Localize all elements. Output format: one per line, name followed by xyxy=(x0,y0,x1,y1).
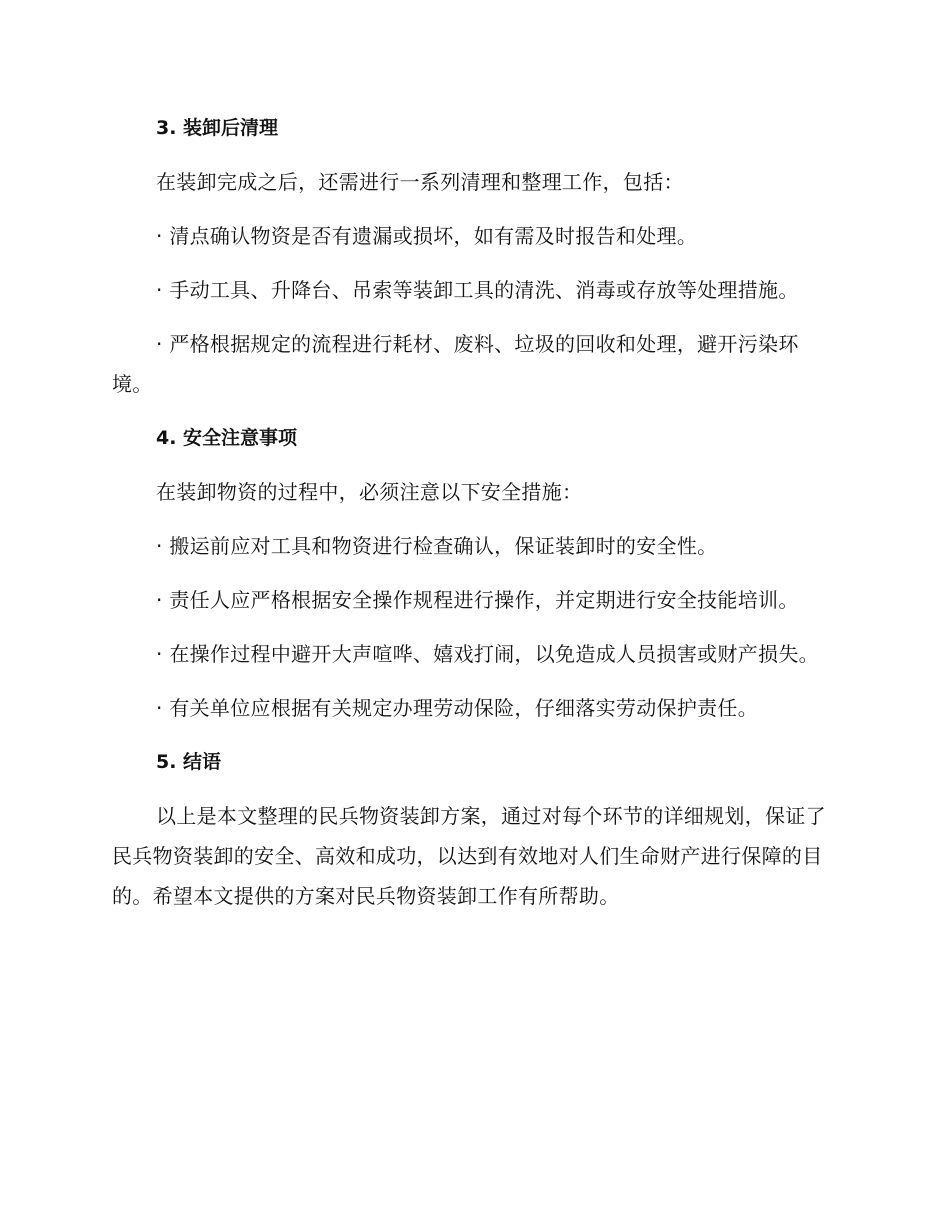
list-item: · 严格根据规定的流程进行耗材、废料、垃圾的回收和处理，避开污染环境。 xyxy=(112,332,799,396)
list-item: · 在操作过程中避开大声喧哗、嬉戏打闹，以免造成人员损害或财产损失。 xyxy=(156,642,819,666)
section-heading-safety: 4. 安全注意事项 xyxy=(156,427,298,449)
list-item: · 搬运前应对工具和物资进行检查确认，保证装卸时的安全性。 xyxy=(156,534,718,558)
section-intro-cleanup: 在装卸完成之后，还需进行一系列清理和整理工作，包括： xyxy=(156,170,684,194)
section-heading-conclusion: 5. 结语 xyxy=(156,751,222,773)
section-heading-cleanup: 3. 装卸后清理 xyxy=(156,117,279,139)
conclusion-paragraph: 以上是本文整理的民兵物资装卸方案，通过对每个环节的详细规划，保证了民兵物资装卸的安全、高效和成功，以达到有效地对人们生命财产进行保障的目的。希望本文提供的方案对民兵物资装卸工作有所帮助。 xyxy=(112,804,826,908)
list-item: · 清点确认物资是否有遗漏或损坏，如有需及时报告和处理。 xyxy=(156,224,698,248)
list-item: · 手动工具、升降台、吊索等装卸工具的清洗、消毒或存放等处理措施。 xyxy=(156,278,799,302)
document-body xyxy=(112,108,834,930)
list-item: · 有关单位应根据有关规定办理劳动保险，仔细落实劳动保护责任。 xyxy=(156,696,759,720)
list-item: · 责任人应严格根据安全操作规程进行操作，并定期进行安全技能培训。 xyxy=(156,588,799,612)
section-intro-safety: 在装卸物资的过程中，必须注意以下安全措施： xyxy=(156,480,583,504)
